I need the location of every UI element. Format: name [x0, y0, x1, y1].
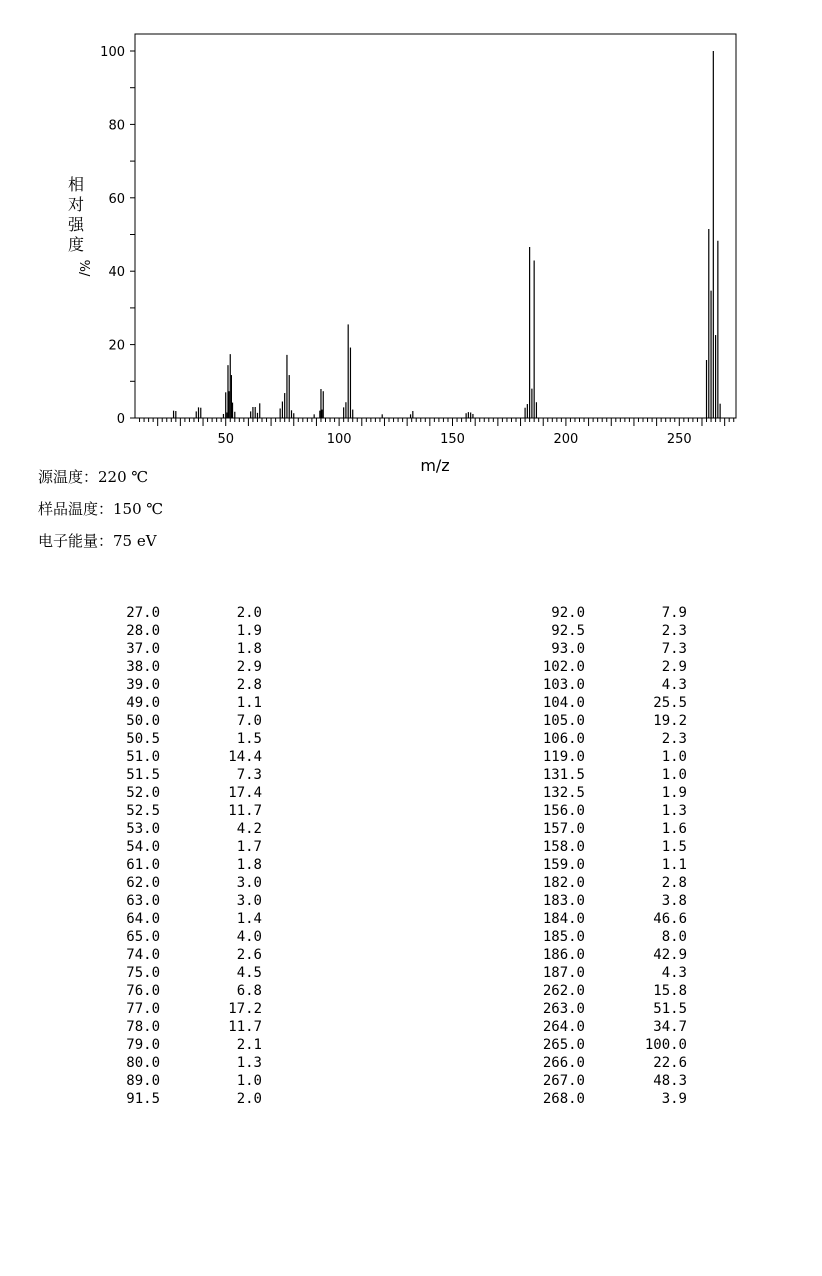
intensity-value: 1.9 [661, 785, 687, 801]
table-row [100, 856, 280, 874]
mz-value: 183.0 [542, 893, 585, 909]
table-row [525, 640, 705, 658]
mz-value: 105.0 [542, 713, 585, 729]
intensity-value: 2.0 [236, 605, 262, 621]
intensity-value: 1.1 [661, 857, 687, 873]
mz-value: 263.0 [542, 1001, 585, 1017]
table-row [525, 820, 705, 838]
x-tick-label: 150 [440, 432, 465, 447]
mz-value: 51.5 [126, 767, 160, 783]
intensity-value: 7.0 [236, 713, 262, 729]
table-row [100, 1036, 280, 1054]
table-row [100, 910, 280, 928]
mz-value: 92.5 [551, 623, 585, 639]
mz-value: 102.0 [542, 659, 585, 675]
mz-value: 54.0 [126, 839, 160, 855]
y-tick-label: 20 [108, 338, 125, 354]
peak-table-right [525, 604, 705, 1108]
mz-value: 79.0 [126, 1037, 160, 1053]
intensity-value: 4.5 [236, 965, 262, 981]
mz-value: 63.0 [126, 893, 160, 909]
mz-value: 265.0 [542, 1037, 585, 1053]
table-row [100, 1072, 280, 1090]
table-row [100, 874, 280, 892]
table-row [100, 604, 280, 622]
table-row [525, 1036, 705, 1054]
table-row [100, 766, 280, 784]
electron-energy [38, 530, 157, 551]
intensity-value: 1.0 [661, 767, 687, 783]
intensity-value: 42.9 [653, 947, 687, 963]
mz-value: 187.0 [542, 965, 585, 981]
source-temperature [38, 466, 148, 487]
plot-frame [135, 34, 736, 418]
x-tick-label: 200 [553, 432, 579, 447]
mz-value: 106.0 [542, 731, 585, 747]
intensity-value: 19.2 [653, 713, 687, 729]
intensity-value: 4.0 [236, 929, 262, 945]
table-row [100, 730, 280, 748]
table-row [525, 1090, 705, 1108]
table-row [100, 1054, 280, 1072]
mass-spectrum-chart [0, 0, 822, 480]
table-row [525, 964, 705, 982]
mz-value: 119.0 [542, 749, 585, 765]
table-row [100, 838, 280, 856]
mz-value: 75.0 [126, 965, 160, 981]
y-axis-label-char: 强 [67, 215, 85, 234]
intensity-value: 1.8 [236, 857, 262, 873]
intensity-value: 7.3 [661, 641, 687, 657]
intensity-value: 51.5 [653, 1001, 687, 1017]
table-row [525, 712, 705, 730]
mz-value: 52.5 [126, 803, 160, 819]
mz-value: 28.0 [126, 623, 160, 639]
x-tick-label: 100 [326, 432, 352, 447]
table-row [525, 1072, 705, 1090]
intensity-value: 14.4 [228, 749, 262, 765]
table-row [525, 1018, 705, 1036]
mz-value: 103.0 [542, 677, 585, 693]
mz-value: 50.5 [126, 731, 160, 747]
intensity-value: 1.4 [236, 911, 262, 927]
table-row [525, 838, 705, 856]
table-row [525, 1000, 705, 1018]
mz-value: 50.0 [126, 713, 160, 729]
electron-energy-label: 电子能量： [38, 532, 114, 550]
mz-value: 262.0 [542, 983, 585, 999]
table-row [100, 964, 280, 982]
intensity-value: 1.1 [236, 695, 262, 711]
mz-value: 186.0 [542, 947, 585, 963]
mz-value: 158.0 [542, 839, 585, 855]
table-row [525, 928, 705, 946]
y-tick-label: 40 [108, 265, 125, 281]
y-tick-label: 0 [116, 412, 125, 427]
sample-temperature-value: 150 ℃ [113, 500, 164, 518]
table-row [100, 694, 280, 712]
table-row [100, 640, 280, 658]
table-row [525, 676, 705, 694]
table-row [525, 1054, 705, 1072]
peak-bars [174, 51, 721, 418]
table-row [525, 694, 705, 712]
intensity-value: 46.6 [653, 911, 687, 927]
intensity-value: 1.7 [236, 839, 262, 855]
table-row [525, 874, 705, 892]
mz-value: 264.0 [542, 1019, 585, 1035]
mz-value: 37.0 [126, 641, 160, 657]
y-tick-label: 100 [100, 45, 125, 60]
mz-value: 267.0 [542, 1073, 585, 1089]
mz-value: 53.0 [126, 821, 160, 837]
x-tick-label: 50 [217, 432, 234, 447]
mz-value: 131.5 [542, 767, 585, 783]
table-row [525, 748, 705, 766]
intensity-value: 2.8 [661, 875, 687, 891]
mz-value: 51.0 [126, 749, 160, 765]
intensity-value: 8.0 [661, 929, 687, 945]
intensity-value: 2.3 [661, 731, 687, 747]
intensity-value: 17.2 [228, 1001, 262, 1017]
sample-temperature [38, 498, 163, 519]
table-row [525, 766, 705, 784]
mz-value: 268.0 [542, 1091, 585, 1107]
x-axis-label: m/z [420, 456, 450, 475]
table-row [525, 910, 705, 928]
y-axis [100, 45, 135, 427]
table-row [100, 748, 280, 766]
table-row [100, 946, 280, 964]
mz-value: 27.0 [126, 605, 160, 621]
intensity-value: 1.6 [661, 821, 687, 837]
intensity-value: 2.0 [236, 1091, 262, 1107]
y-axis-label-char: 度 [67, 235, 85, 254]
intensity-value: 1.5 [236, 731, 262, 747]
mz-value: 65.0 [126, 929, 160, 945]
table-row [525, 784, 705, 802]
mz-value: 93.0 [551, 641, 585, 657]
table-row [100, 1090, 280, 1108]
mz-value: 38.0 [126, 659, 160, 675]
intensity-value: 2.6 [236, 947, 262, 963]
mz-value: 92.0 [551, 605, 585, 621]
table-row [525, 658, 705, 676]
table-row [100, 982, 280, 1000]
table-row [100, 712, 280, 730]
mz-value: 64.0 [126, 911, 160, 927]
intensity-value: 2.9 [661, 659, 687, 675]
table-row [525, 622, 705, 640]
mz-value: 157.0 [542, 821, 585, 837]
mz-value: 77.0 [126, 1001, 160, 1017]
table-row [100, 622, 280, 640]
intensity-value: 48.3 [653, 1073, 687, 1089]
y-axis-label [68, 175, 91, 277]
table-row [525, 892, 705, 910]
x-axis [140, 418, 734, 447]
intensity-value: 2.9 [236, 659, 262, 675]
mz-value: 185.0 [542, 929, 585, 945]
intensity-value: 4.3 [661, 677, 687, 693]
mz-value: 39.0 [126, 677, 160, 693]
intensity-value: 100.0 [644, 1037, 687, 1053]
intensity-value: 6.8 [236, 983, 262, 999]
table-row [100, 658, 280, 676]
intensity-value: 11.7 [228, 803, 262, 819]
intensity-value: 1.3 [236, 1055, 262, 1071]
table-row [100, 928, 280, 946]
table-row [100, 784, 280, 802]
mz-value: 80.0 [126, 1055, 160, 1071]
intensity-value: 22.6 [653, 1055, 687, 1071]
table-row [100, 820, 280, 838]
table-row [100, 892, 280, 910]
intensity-value: 34.7 [653, 1019, 687, 1035]
intensity-value: 3.9 [661, 1091, 687, 1107]
source-temperature-value: 220 ℃ [98, 468, 149, 486]
intensity-value: 11.7 [228, 1019, 262, 1035]
intensity-value: 1.8 [236, 641, 262, 657]
intensity-value: 3.8 [661, 893, 687, 909]
mz-value: 52.0 [126, 785, 160, 801]
y-axis-label-unit: %/ [76, 259, 91, 277]
mz-value: 156.0 [542, 803, 585, 819]
table-row [100, 1018, 280, 1036]
mz-value: 78.0 [126, 1019, 160, 1035]
y-axis-label-char: 相 [67, 175, 85, 194]
mz-value: 89.0 [126, 1073, 160, 1089]
mz-value: 61.0 [126, 857, 160, 873]
mz-value: 62.0 [126, 875, 160, 891]
intensity-value: 3.0 [236, 893, 262, 909]
intensity-value: 25.5 [653, 695, 687, 711]
intensity-value: 2.1 [236, 1037, 262, 1053]
y-tick-label: 80 [108, 118, 125, 134]
intensity-value: 2.3 [661, 623, 687, 639]
intensity-value: 1.9 [236, 623, 262, 639]
y-tick-label: 60 [108, 191, 125, 207]
y-axis-label-char: 对 [67, 195, 85, 214]
table-row [525, 802, 705, 820]
intensity-value: 7.9 [661, 605, 687, 621]
intensity-value: 4.3 [661, 965, 687, 981]
table-row [525, 982, 705, 1000]
electron-energy-value: 75 eV [113, 532, 157, 550]
mz-value: 91.5 [126, 1091, 160, 1107]
mz-value: 184.0 [542, 911, 585, 927]
table-row [525, 730, 705, 748]
intensity-value: 1.3 [661, 803, 687, 819]
mz-value: 266.0 [542, 1055, 585, 1071]
intensity-value: 17.4 [228, 785, 262, 801]
intensity-value: 7.3 [236, 767, 262, 783]
mz-value: 159.0 [542, 857, 585, 873]
mz-value: 104.0 [542, 695, 585, 711]
mz-value: 132.5 [542, 785, 585, 801]
sample-temperature-label: 样品温度： [38, 500, 114, 518]
table-row [525, 856, 705, 874]
table-row [100, 1000, 280, 1018]
intensity-value: 1.0 [236, 1073, 262, 1089]
intensity-value: 3.0 [236, 875, 262, 891]
table-row [100, 802, 280, 820]
intensity-value: 1.0 [661, 749, 687, 765]
table-row [525, 946, 705, 964]
mz-value: 49.0 [126, 695, 160, 711]
x-tick-label: 250 [666, 432, 692, 447]
mz-value: 182.0 [542, 875, 585, 891]
intensity-value: 4.2 [236, 821, 262, 837]
mz-value: 76.0 [126, 983, 160, 999]
source-temperature-label: 源温度： [38, 468, 99, 486]
intensity-value: 2.8 [236, 677, 262, 693]
intensity-value: 1.5 [661, 839, 687, 855]
mz-value: 74.0 [126, 947, 160, 963]
intensity-value: 15.8 [653, 983, 687, 999]
peak-table-left [100, 604, 280, 1108]
table-row [525, 604, 705, 622]
table-row [100, 676, 280, 694]
